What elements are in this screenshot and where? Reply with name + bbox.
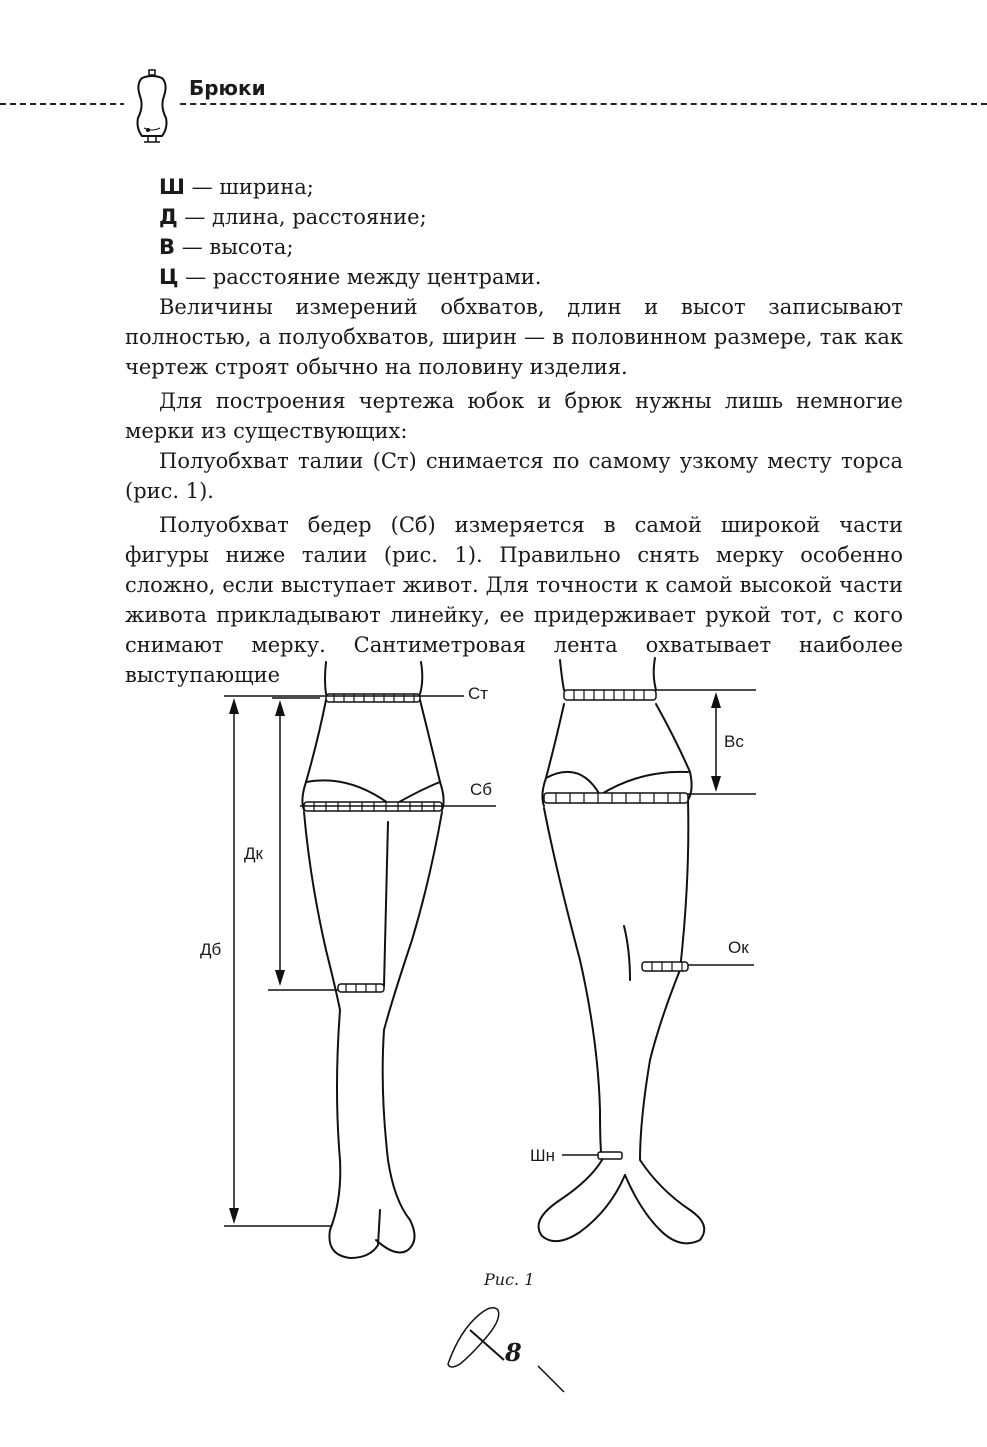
definitions-list — [125, 172, 903, 292]
paragraph: Для построения чертежа юбок и брюк нужны лишь немногие мерки из существующих: — [125, 389, 903, 443]
legs-illustration — [0, 640, 987, 1280]
label-dk: Дк — [244, 844, 263, 863]
label-sb: Сб — [470, 780, 493, 799]
definition-item: В — высота; — [159, 235, 294, 259]
paragraph: Полуобхват бедер (Сб) измеряется в самой широкой части фигуры ниже талии (рис. 1). Правильно снять мерку особенно сложно, если выступает живот. Для точности к самой высокой части живота прикладывают линейку, ее придерживает рукой тот, с кого снимают мерку. Сантиметровая лента охватывает наиболее выступающие — [125, 513, 903, 687]
paragraph: Величины измерений обхватов, длин и высот записывают полностью, а полуобхватов, ширин — в половинном размере, так как чертеж строят обычно на половину изделия. — [125, 295, 903, 379]
label-vs: Вс — [724, 732, 744, 751]
page-header — [0, 60, 987, 140]
definition-item: Ц — расстояние между центрами. — [159, 265, 542, 289]
dress-form-icon — [124, 66, 180, 146]
label-st: Ст — [468, 684, 489, 703]
definition-item: Д — длина, расстояние; — [159, 205, 427, 229]
label-shn: Шн — [530, 1146, 555, 1165]
section-title: Брюки — [189, 76, 272, 100]
label-db: Дб — [200, 940, 222, 959]
page-number: 8 — [505, 1338, 522, 1367]
body-text — [125, 172, 903, 690]
figure-legs-measurements — [0, 640, 987, 1280]
label-ok: Ок — [728, 938, 749, 957]
figure-caption: Рис. 1 — [484, 1270, 535, 1289]
definition-item: Ш — ширина; — [159, 175, 314, 199]
paragraph: Полуобхват талии (Ст) снимается по самому узкому месту торса (рис. 1). — [125, 449, 903, 503]
